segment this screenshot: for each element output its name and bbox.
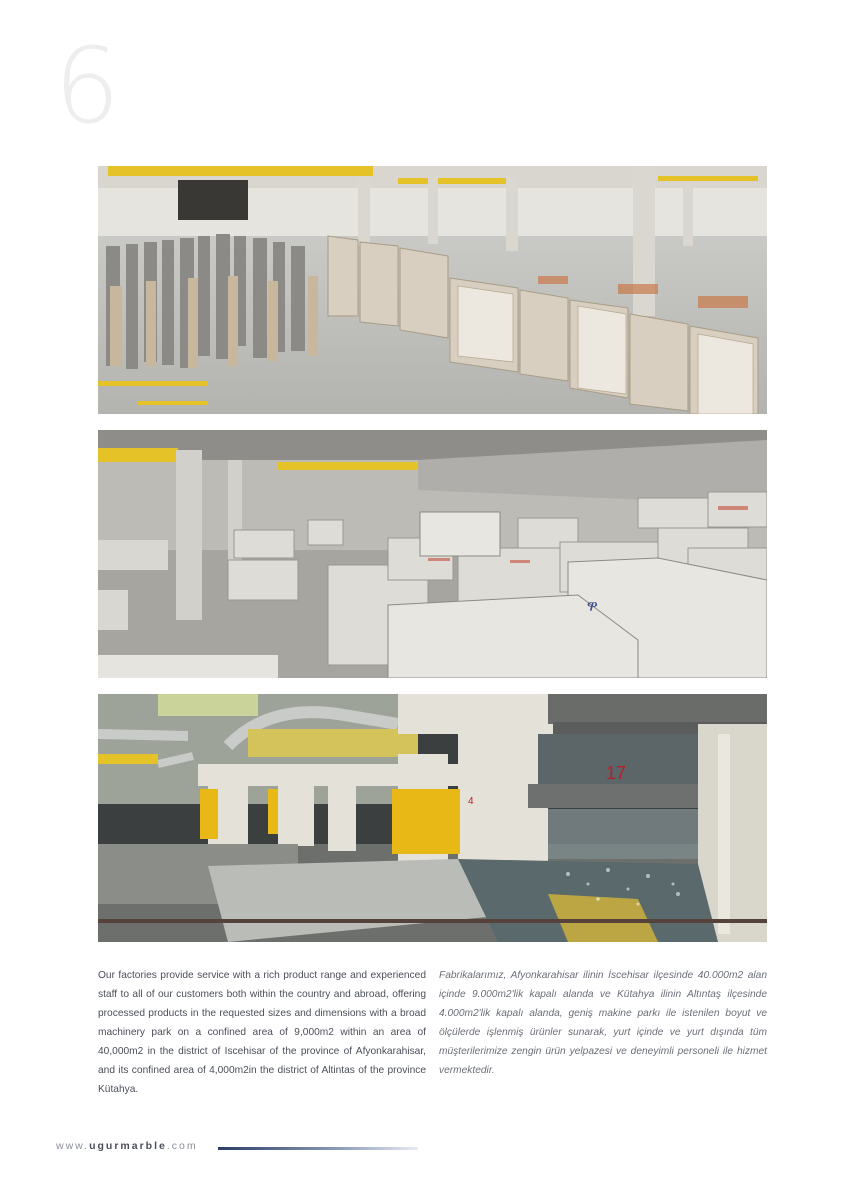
website-link[interactable] [56,1140,198,1152]
marble-blocks-illustration [98,430,767,678]
photo-gang-saw-machines [98,694,767,942]
photo-marble-blocks-hall [98,430,767,678]
marble-slabs-illustration [98,166,767,414]
page-number: 6 [54,25,119,147]
gang-saw-illustration [98,694,767,942]
photo-marble-slabs-warehouse [98,166,767,414]
footer-divider [218,1147,418,1150]
url-brand: ugurmarble [89,1140,167,1152]
url-suffix: .com [166,1140,198,1152]
block-number-label: 17 [606,763,627,783]
turkish-description: Fabrikalarımız, Afyonkarahisar ilinin İscehisar ilçesinde 40.000m2 alan içinde 9.000m2'lik kapalı alanda ve Kütahya ilinin Altıntaş ilçesinde 4.000m2'lik kapalı alanda, geniş makine parkı ile istenilen boyut ve ölçülerde işlenmiş ürünler sunarak, yurt içinde ve yurt dışında tüm müşterilerimize zengin ürün yelpazesi ve deneyimli personeli ile hizmet vermektedir. [439,970,767,1076]
svg-text:ዋ: ዋ [585,597,599,616]
machine-number-label: 4 [468,796,474,807]
english-description: Our factories provide service with a rich product range and experienced staff to all of our customers both within the country and abroad, offering processed products in the requested sizes and dimensions with a broad machinery park on a confined area of 9,000m2 within an area of 40,000m2 in the district of Iscehisar of the province of Afyonkarahisar, and its confined area of 4,000m2in the district of Altintas of the province Kütahya. [98,970,426,1095]
url-prefix: www. [56,1140,90,1152]
